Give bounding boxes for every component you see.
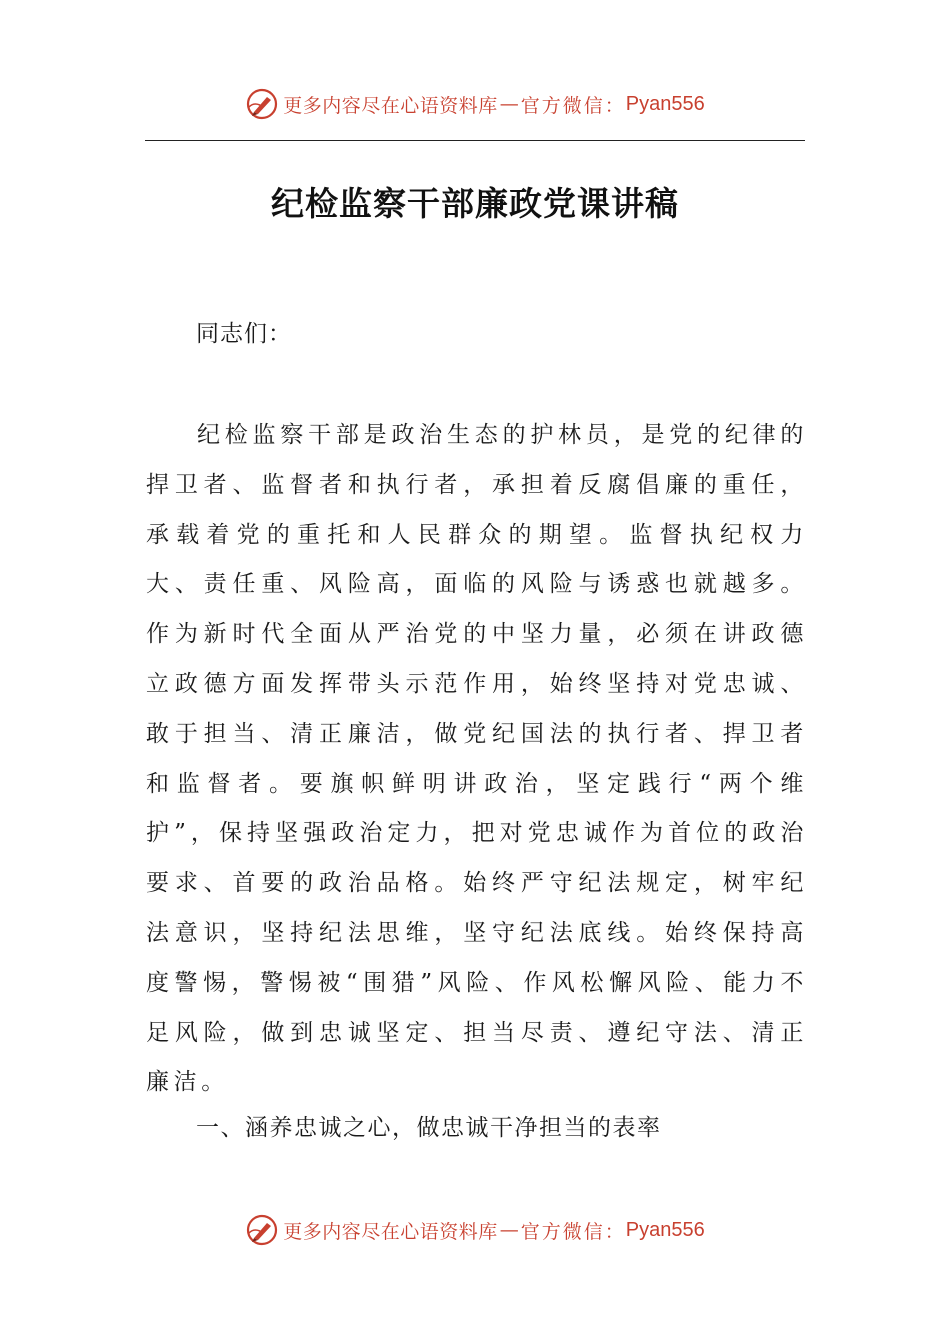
- watermark-label: 官方微信：: [520, 94, 626, 117]
- pen-logo-icon: [245, 87, 279, 121]
- watermark-dash: —: [499, 93, 519, 115]
- document-title: 纪检监察干部廉政党课讲稿: [271, 184, 679, 223]
- header-watermark: [0, 84, 950, 124]
- watermark-label: 官方微信：: [520, 1220, 626, 1243]
- watermark-text: 更多内容尽在心语资料库: [283, 94, 498, 117]
- watermark-wechat-id: Pyan556: [625, 1218, 705, 1241]
- pen-logo-icon: [245, 1213, 279, 1247]
- greeting: 同志们：: [196, 321, 292, 347]
- header-divider: [145, 140, 805, 141]
- watermark-wechat-id: Pyan556: [625, 92, 705, 115]
- watermark-dash: —: [499, 1219, 519, 1241]
- footer-watermark: [0, 1210, 950, 1250]
- body-paragraph: 纪检监察干部是政治生态的护林员，是党的纪律的捍卫者、监督者和执行者，承担着反腐倡廉的重任，承载着党的重托和人民群众的期望。监督执纪权力大、责任重、风险高，面临的风险与诱惑也就越多。作为新时代全面从严治党的中坚力量，必须在讲政德立政德方面发挥带头示范作用，始终坚持对党忠诚、敢于担当、清正廉洁，做党纪国法的执行者、捍卫者和监督者。要旗帜鲜明讲政治，坚定践行“两个维护”，保持坚强政治定力，把对党忠诚作为首位的政治要求、首要的政治品格。始终严守纪法规定，树牢纪法意识，坚持纪法思维，坚守纪法底线。始终保持高度警惕，警惕被“围猎”风险、作风松懈风险、能力不足风险，做到忠诚坚定、担当尽责、遵纪守法、清正廉洁。: [146, 422, 808, 1096]
- section-heading: 一、涵养忠诚之心，做忠诚干净担当的表率: [196, 1115, 662, 1141]
- watermark-text: 更多内容尽在心语资料库: [283, 1220, 498, 1243]
